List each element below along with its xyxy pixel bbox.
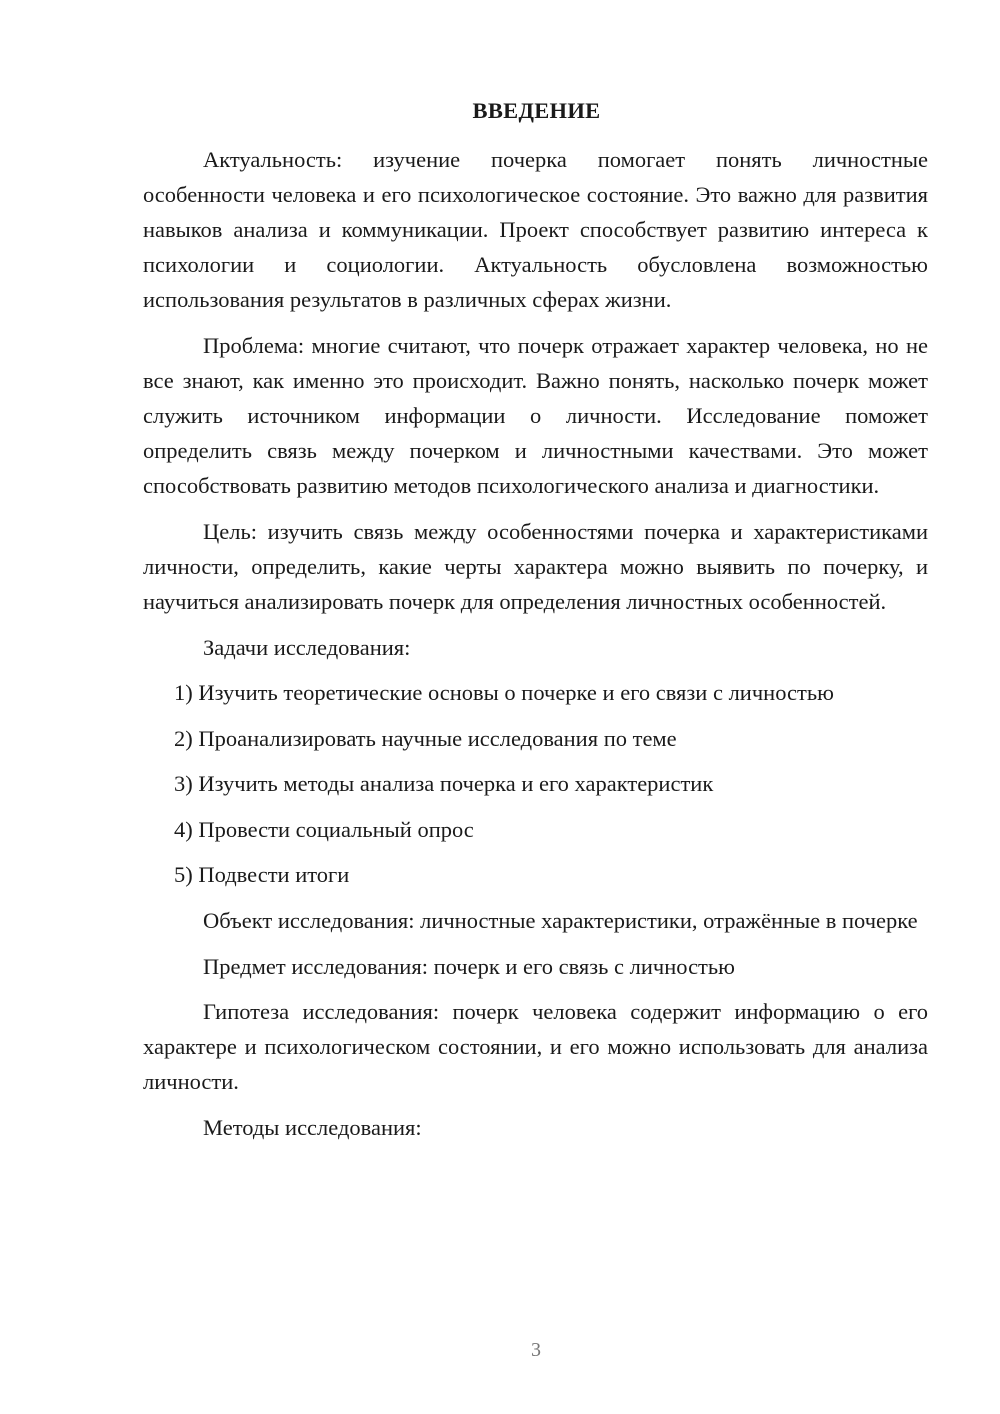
page-title: ВВЕДЕНИЕ [472, 98, 601, 123]
relevance-paragraph: Актуальность: изучение почерка помогает понять личностные особенности человека и его психологическое состояние. Это важно для развития навыков анализа и коммуникации. Проект способствует развитию интереса к психологии и социологии. Актуальность обусловлена возможностью использования результатов в различных сферах жизни. [143, 147, 928, 312]
tasks-list [143, 675, 928, 892]
tasks-heading: Задачи исследования: [203, 635, 411, 660]
task-item: 3) Изучить методы анализа почерка и его характеристик [174, 771, 714, 796]
hypothesis-paragraph: Гипотеза исследования: почерк человека содержит информацию о его характере и психологическом состоянии, и его можно использовать для анализа личности. [143, 998, 928, 1094]
task-item: 1) Изучить теоретические основы о почерке и его связи с личностью [174, 680, 834, 705]
methods-heading: Методы исследования: [203, 1114, 422, 1140]
goal-paragraph: Цель: изучить связь между особенностями почерка и характеристиками личности, определить, какие черты характера можно выявить по почерку, и научиться анализировать почерк для определения личностных особенностей. [143, 519, 928, 614]
subject-paragraph: Предмет исследования: почерк и его связь с личностью [203, 953, 735, 979]
page-content [143, 93, 928, 1155]
page-number: 3 [531, 1339, 541, 1361]
problem-paragraph: Проблема: многие считают, что почерк отражает характер человека, но не все знают, как именно это происходит. Важно понять, насколько почерк может служить источником информации о личности. Исследование поможет определить связь между почерком и личностными качествами. Это может способствовать развитию методов психологического анализа и диагностики. [143, 333, 928, 498]
object-paragraph: Объект исследования: личностные характеристики, отражённые в почерке [203, 907, 918, 933]
task-item: 5) Подвести итоги [174, 862, 350, 887]
task-item: 4) Провести социальный опрос [174, 816, 474, 842]
task-item: 2) Проанализировать научные исследования по теме [174, 725, 677, 751]
